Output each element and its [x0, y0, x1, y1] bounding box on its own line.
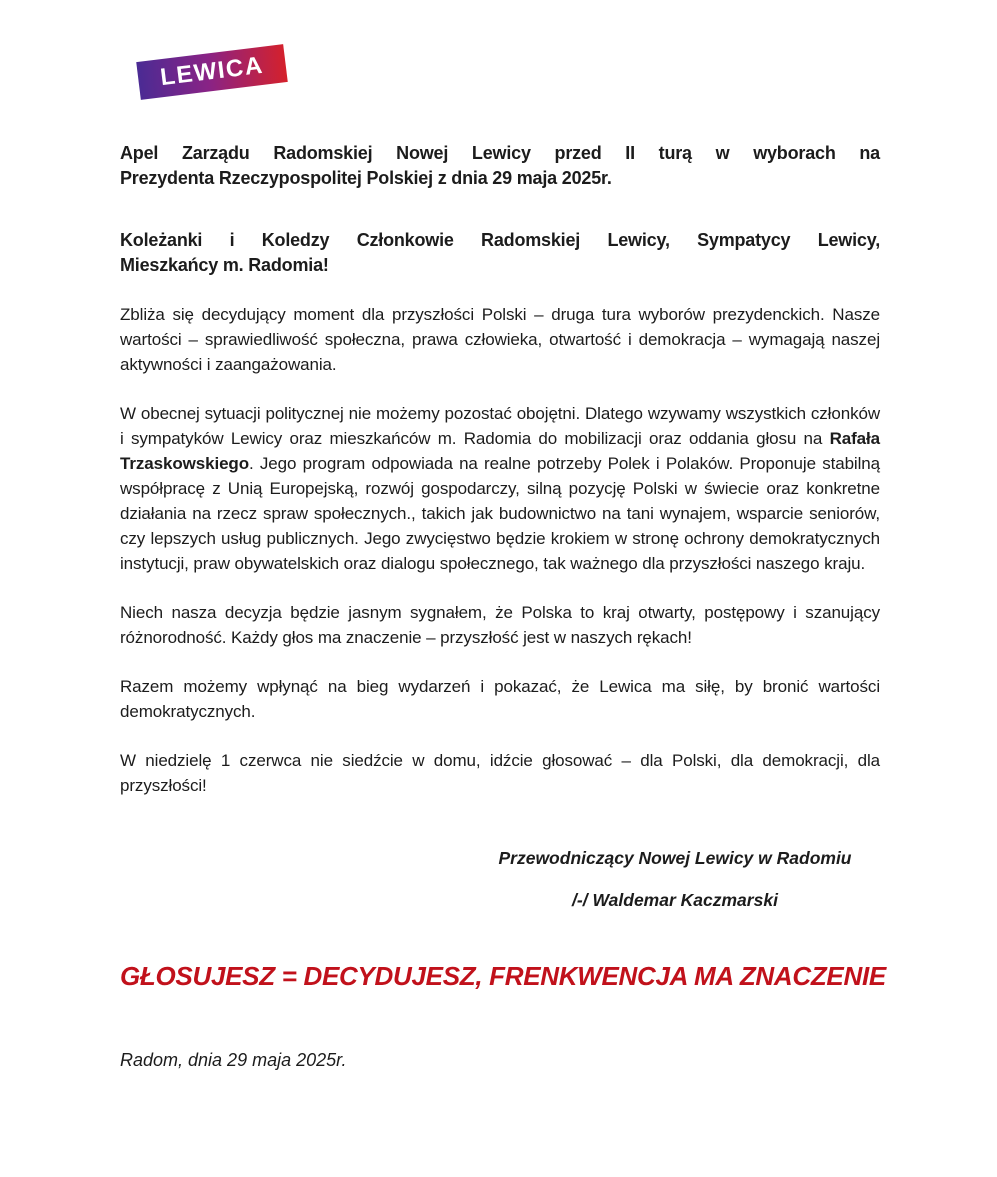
dateline: Radom, dnia 29 maja 2025r. — [120, 1050, 347, 1070]
document-title — [120, 0, 880, 191]
paragraph-5: W niedzielę 1 czerwca nie siedźcie w domu, idźcie głosować – dla Polski, dla demokracji, dla przyszłości! — [120, 751, 880, 795]
signature-block — [470, 846, 880, 913]
salutation-line-1: Koleżanki i Koledzy Członkowie Radomskiej Lewicy, Sympatycy Lewicy, — [120, 230, 880, 250]
letter-body — [120, 0, 886, 1073]
paragraph-2-text-before: W obecnej sytuacji politycznej nie możemy pozostać obojętni. Dlatego wzywamy wszystkich członków i sympatyków Lewicy oraz mieszkańców m. Radomia do mobilizacji oraz oddania głosu na — [120, 404, 880, 448]
title-line-1: Apel Zarządu Radomskiej Nowej Lewicy przed II turą w wyborach na — [120, 143, 880, 163]
slogan: GŁOSUJESZ = DECYDUJESZ, FRENKWENCJA MA ZNACZENIE — [120, 961, 886, 991]
salutation-line-2: Mieszkańcy m. Radomia! — [120, 255, 329, 275]
paragraph-4: Razem możemy wpłynąć na bieg wydarzeń i pokazać, że Lewica ma siłę, by bronić wartości demokratycznych. — [120, 677, 880, 721]
candidate-name: Rafała Trzaskowskiego — [120, 429, 880, 473]
paragraph-2-text-after: . Jego program odpowiada na realne potrzeby Polek i Polaków. Proponuje stabilną współpracę z Unią Europejską, rozwój gospodarczy, silną pozycję Polski w świecie oraz konkretne działania na rzecz spraw społecznych., takich jak budownictwo na tani wynajem, wsparcie seniorów, czy lepszych usług publicznych. Jego zwycięstwo będzie krokiem w stronę ochrony demokratycznych instytucji, praw obywatelskich oraz dialogu społecznego, tak ważnego dla przyszłości naszego kraju. — [120, 454, 880, 573]
lewica-logo-text: LEWICA — [158, 51, 266, 92]
salutation — [120, 228, 880, 278]
title-line-2: Prezydenta Rzeczypospolitej Polskiej z dnia 29 maja 2025r. — [120, 168, 612, 188]
paragraph-3: Niech nasza decyzja będzie jasnym sygnałem, że Polska to kraj otwarty, postępowy i szanujący różnorodność. Każdy głos ma znaczenie – przyszłość jest w naszych rękach! — [120, 603, 880, 647]
paragraph-1: Zbliża się decydujący moment dla przyszłości Polski – druga tura wyborów prezydenckich. Nasze wartości – sprawiedliwość społeczna, prawa człowieka, otwartość i demokracja – wymagają naszej aktywności i zaangażowania. — [120, 305, 880, 374]
signature-name: /-/ Waldemar Kaczmarski — [572, 890, 778, 910]
paragraph-2 — [120, 401, 880, 576]
signature-role: Przewodniczący Nowej Lewicy w Radomiu — [498, 848, 852, 868]
